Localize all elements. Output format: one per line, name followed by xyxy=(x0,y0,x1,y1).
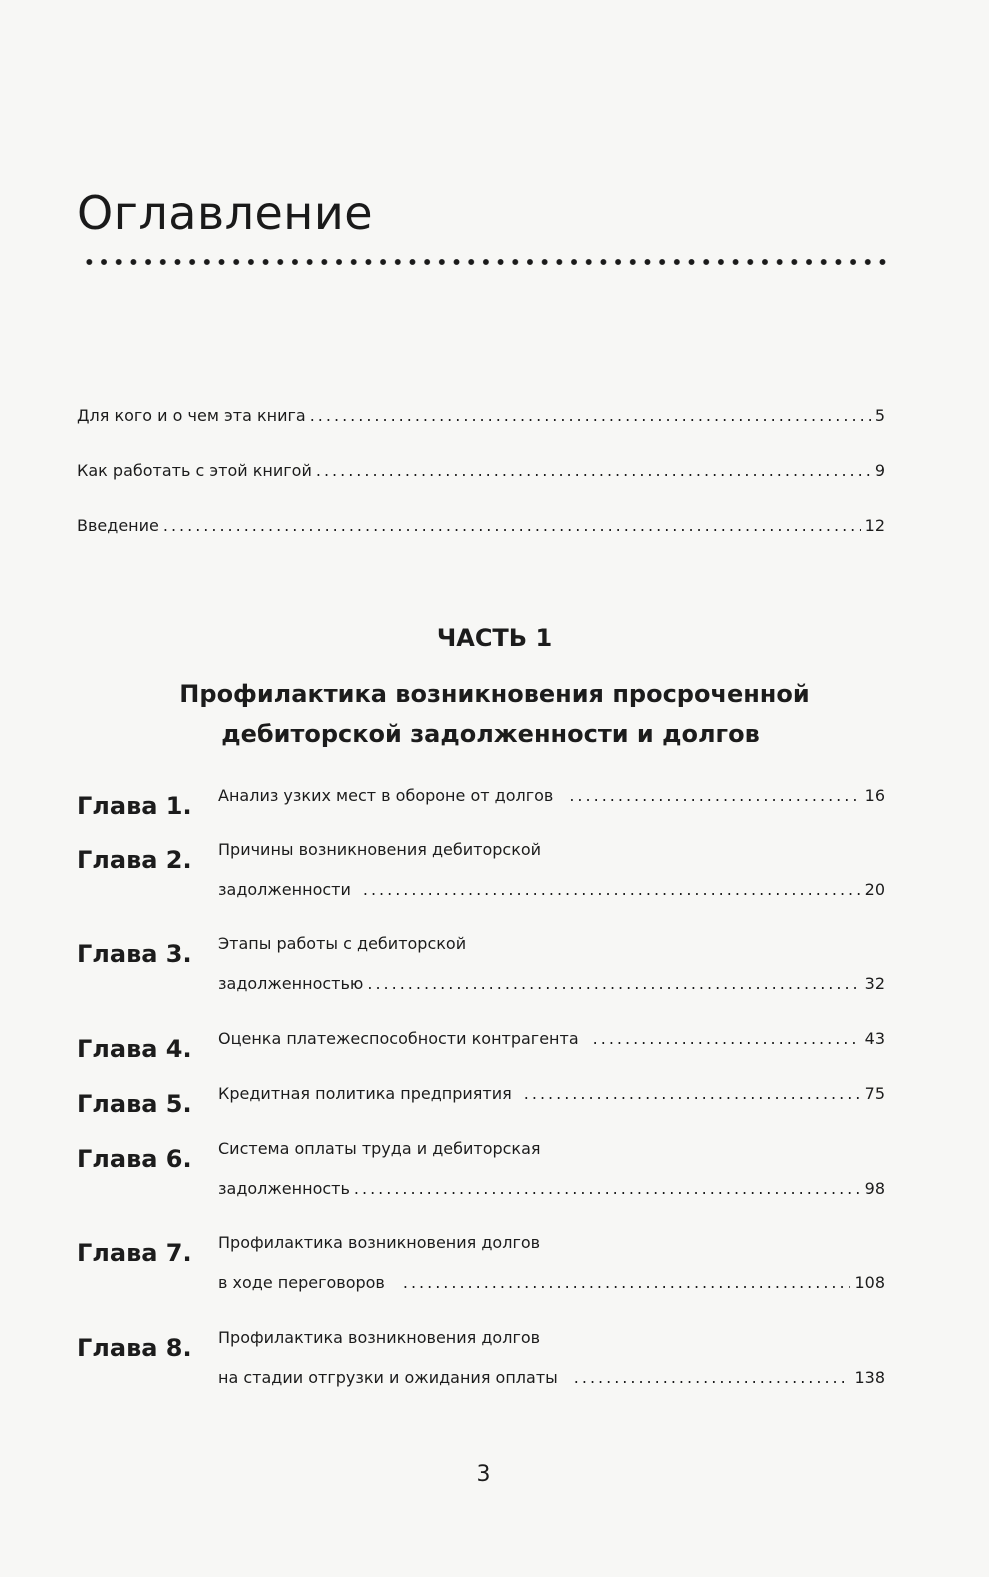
toc-entry-chapter-5 xyxy=(218,1084,885,1124)
chapter-number: Глава 5. xyxy=(77,1090,192,1118)
toc-entry-page: 98 xyxy=(864,1179,885,1198)
toc-entry-label: Кредитная политика предприятия xyxy=(218,1084,512,1103)
toc-entry-chapter-6-line-2 xyxy=(218,1179,885,1219)
toc-entry-chapter-7-line-1 xyxy=(218,1233,885,1273)
toc-entry-page: 20 xyxy=(864,880,885,899)
page-title: Оглавление xyxy=(77,186,374,240)
part-subtitle-line-1: Профилактика возникновения просроченной xyxy=(179,680,810,708)
chapter-number: Глава 8. xyxy=(77,1334,192,1362)
page-number: 3 xyxy=(476,1462,491,1487)
chapter-number: Глава 3. xyxy=(77,940,192,968)
leader-dots xyxy=(593,1029,861,1048)
toc-entry-page: 9 xyxy=(874,461,885,480)
chapter-number: Глава 4. xyxy=(77,1035,192,1063)
leader-dots xyxy=(574,1368,851,1387)
toc-entry-label: Система оплаты труда и дебиторская xyxy=(218,1139,541,1158)
toc-entry-page: 75 xyxy=(864,1084,885,1103)
toc-entry-chapter-4 xyxy=(218,1029,885,1069)
toc-entry-label: Оценка платежеспособности контрагента xyxy=(218,1029,579,1048)
toc-entry-intro-2 xyxy=(77,461,885,501)
toc-entry-label: задолженность xyxy=(218,1179,350,1198)
toc-entry-label: задолженностью xyxy=(218,974,364,993)
toc-entry-chapter-2-line-1 xyxy=(218,840,885,880)
chapter-number: Глава 6. xyxy=(77,1145,192,1173)
toc-entry-label: на стадии отгрузки и ожидания оплаты xyxy=(218,1368,558,1387)
toc-entry-label: Причины возникновения дебиторской xyxy=(218,840,542,859)
toc-entry-label: задолженности xyxy=(218,880,351,899)
leader-dots xyxy=(363,880,861,899)
toc-entry-chapter-1 xyxy=(218,786,885,826)
chapter-number: Глава 7. xyxy=(77,1239,192,1267)
toc-entry-chapter-8-line-1 xyxy=(218,1328,885,1368)
toc-entry-label: Этапы работы с дебиторской xyxy=(218,934,467,953)
toc-entry-chapter-7-line-2 xyxy=(218,1273,885,1313)
toc-entry-page: 43 xyxy=(864,1029,885,1048)
toc-entry-page: 138 xyxy=(854,1368,885,1387)
toc-entry-page: 16 xyxy=(864,786,885,805)
leader-dots xyxy=(569,786,860,805)
leader-dots xyxy=(354,1179,861,1198)
toc-entry-label: Профилактика возникновения долгов xyxy=(218,1328,541,1347)
toc-entry-label: Как работать с этой книгой xyxy=(77,461,312,480)
toc-entry-label: Анализ узких мест в обороне от долгов xyxy=(218,786,554,805)
toc-entry-chapter-2-line-2 xyxy=(218,880,885,920)
leader-dots xyxy=(163,516,861,535)
leader-dots xyxy=(367,974,860,993)
dotted-rule xyxy=(82,258,892,266)
toc-entry-label: Введение xyxy=(77,516,159,535)
toc-entry-chapter-6-line-1 xyxy=(218,1139,885,1179)
leader-dots xyxy=(524,1084,861,1103)
toc-entry-page: 32 xyxy=(864,974,885,993)
toc-entry-page: 108 xyxy=(854,1273,885,1292)
toc-entry-label: Профилактика возникновения долгов xyxy=(218,1233,541,1252)
leader-dots xyxy=(403,1273,851,1292)
toc-entry-label: в ходе переговоров xyxy=(218,1273,385,1292)
toc-entry-intro-3 xyxy=(77,516,885,556)
toc-entry-chapter-8-line-2 xyxy=(218,1368,885,1408)
toc-entry-label: Для кого и о чем эта книга xyxy=(77,406,306,425)
chapter-number: Глава 2. xyxy=(77,846,192,874)
toc-entry-intro-1 xyxy=(77,406,885,446)
leader-dots xyxy=(316,461,871,480)
leader-dots xyxy=(310,406,871,425)
toc-entry-chapter-3-line-1 xyxy=(218,934,885,974)
part-subtitle-line-2: дебиторской задолженности и долгов xyxy=(221,720,760,748)
toc-entry-page: 5 xyxy=(874,406,885,425)
part-heading: ЧАСТЬ 1 xyxy=(436,624,553,652)
toc-entry-page: 12 xyxy=(864,516,885,535)
chapter-number: Глава 1. xyxy=(77,792,192,820)
toc-entry-chapter-3-line-2 xyxy=(218,974,885,1014)
